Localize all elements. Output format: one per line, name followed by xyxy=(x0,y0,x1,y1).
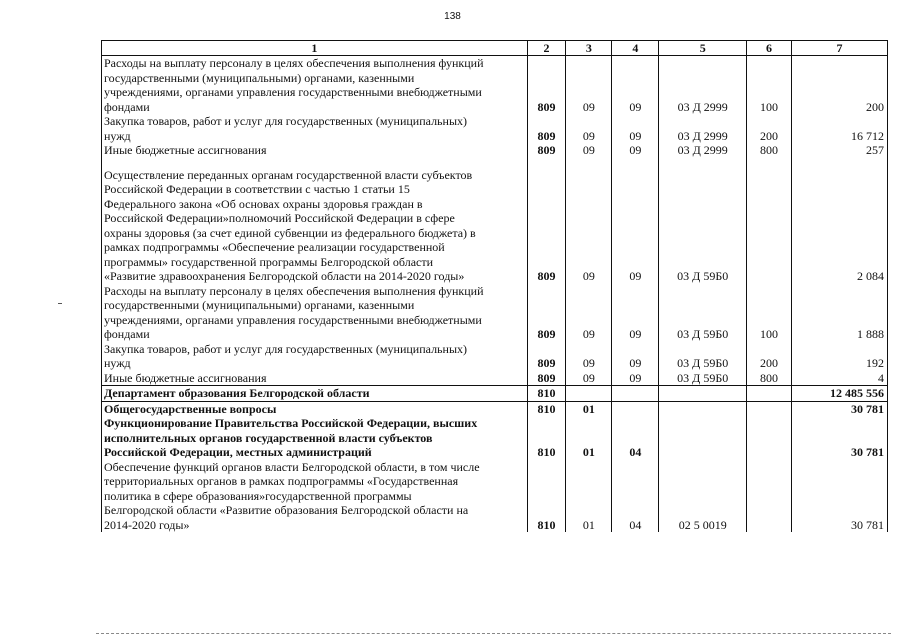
section-code: 09 xyxy=(566,168,612,284)
description-line: Российской Федерации в соответствии с частью 1 статьи 15 xyxy=(104,182,410,196)
target-item-code xyxy=(659,386,747,402)
description-line: Осуществление переданных органам государственной власти субъектов xyxy=(104,167,473,182)
description-line: Российской Федерации, местных администраций xyxy=(104,445,372,459)
amount: 200 xyxy=(792,56,888,115)
row-description xyxy=(102,284,528,342)
row-description xyxy=(102,56,528,115)
table-header-row xyxy=(102,41,888,56)
target-item-code: 03 Д 59Б0 xyxy=(659,371,747,386)
spacer-cell xyxy=(792,158,888,168)
description-line: Общегосударственные вопросы xyxy=(104,401,277,416)
table-row xyxy=(102,401,888,416)
description-line: «Развитие здравоохранения Белгородской области на 2014-2020 годы» xyxy=(104,269,465,283)
description-line: фондами xyxy=(104,327,150,341)
budget-table xyxy=(101,40,888,532)
spacer-row xyxy=(102,158,888,168)
row-description xyxy=(102,386,528,402)
amount: 2 084 xyxy=(792,168,888,284)
target-item-code: 03 Д 2999 xyxy=(659,56,747,115)
ministry-code: 809 xyxy=(527,114,566,143)
expense-type-code: 200 xyxy=(747,114,792,143)
table-row xyxy=(102,56,888,115)
subsection-code: 09 xyxy=(612,143,659,158)
table-row xyxy=(102,371,888,386)
spacer-cell xyxy=(747,158,792,168)
table-row xyxy=(102,386,888,402)
bottom-rule xyxy=(96,633,891,634)
expense-type-code xyxy=(747,401,792,416)
expense-type-code xyxy=(747,386,792,402)
description-line: Иные бюджетные ассигнования xyxy=(104,143,267,157)
header-col-3: 3 xyxy=(566,41,612,56)
expense-type-code xyxy=(747,416,792,460)
ministry-code: 810 xyxy=(527,386,566,402)
row-description xyxy=(102,416,528,460)
section-code: 09 xyxy=(566,114,612,143)
ministry-code: 809 xyxy=(527,143,566,158)
section-code: 01 xyxy=(566,416,612,460)
target-item-code xyxy=(659,416,747,460)
ministry-code: 809 xyxy=(527,56,566,115)
spacer-cell xyxy=(566,158,612,168)
subsection-code: 09 xyxy=(612,284,659,342)
amount: 4 xyxy=(792,371,888,386)
table-row xyxy=(102,168,888,284)
expense-type-code: 100 xyxy=(747,284,792,342)
row-description xyxy=(102,143,528,158)
subsection-code: 04 xyxy=(612,460,659,533)
description-line: учреждениями, органами управления государственными внебюджетными xyxy=(104,312,482,327)
amount: 16 712 xyxy=(792,114,888,143)
target-item-code: 03 Д 59Б0 xyxy=(659,284,747,342)
description-line: территориальных органов в рамках подпрограммы «Государственная xyxy=(104,474,459,488)
description-line: нужд xyxy=(104,128,131,143)
description-line: государственными (муниципальными) органами, казенными xyxy=(104,298,415,312)
spacer-cell xyxy=(659,158,747,168)
row-description xyxy=(102,114,528,143)
subsection-code: 09 xyxy=(612,168,659,284)
target-item-code: 03 Д 59Б0 xyxy=(659,342,747,371)
ministry-code: 810 xyxy=(527,401,566,416)
table-row xyxy=(102,284,888,342)
expense-type-code xyxy=(747,460,792,533)
description-line: исполнительных органов государственной власти субъектов xyxy=(104,430,433,445)
description-line: учреждениями, органами управления государственными внебюджетными xyxy=(104,85,482,99)
description-line: Российской Федерации»полномочий Российской Федерации в сфере xyxy=(104,211,455,225)
expense-type-code: 800 xyxy=(747,143,792,158)
section-code: 09 xyxy=(566,284,612,342)
subsection-code: 09 xyxy=(612,371,659,386)
table-row xyxy=(102,143,888,158)
amount: 12 485 556 xyxy=(792,386,888,402)
description-line: государственными (муниципальными) органами, казенными xyxy=(104,70,415,85)
section-code: 01 xyxy=(566,460,612,533)
description-line: 2014-2020 годы» xyxy=(104,517,190,532)
section-code: 09 xyxy=(566,143,612,158)
description-line: политика в сфере образования»государственной программы xyxy=(104,488,412,503)
description-line: Расходы на выплату персоналу в целях обеспечения выполнения функций xyxy=(104,283,484,298)
table-row xyxy=(102,416,888,460)
description-line: Закупка товаров, работ и услуг для государственных (муниципальных) xyxy=(104,341,468,356)
description-line: фондами xyxy=(104,99,150,114)
description-line: охраны здоровья (за счет единой субвенции из федерального бюджета) в xyxy=(104,225,476,240)
amount: 1 888 xyxy=(792,284,888,342)
expense-type-code: 100 xyxy=(747,56,792,115)
row-description xyxy=(102,460,528,533)
table-row xyxy=(102,114,888,143)
ministry-code: 809 xyxy=(527,168,566,284)
ministry-code: 810 xyxy=(527,416,566,460)
description-line: Функционирование Правительства Российской Федерации, высших xyxy=(104,416,478,430)
description-line: программы» государственной программы Белгородской области xyxy=(104,254,434,269)
ministry-code: 810 xyxy=(527,460,566,533)
target-item-code: 03 Д 59Б0 xyxy=(659,168,747,284)
subsection-code: 09 xyxy=(612,56,659,115)
subsection-code: 04 xyxy=(612,416,659,460)
header-col-5: 5 xyxy=(659,41,747,56)
description-line: Департамент образования Белгородской области xyxy=(104,386,370,400)
description-line: Расходы на выплату персоналу в целях обеспечения выполнения функций xyxy=(104,56,484,70)
row-description xyxy=(102,371,528,386)
subsection-code xyxy=(612,401,659,416)
header-col-4: 4 xyxy=(612,41,659,56)
amount: 257 xyxy=(792,143,888,158)
section-code xyxy=(566,386,612,402)
amount: 192 xyxy=(792,342,888,371)
spacer-cell xyxy=(102,158,528,168)
margin-mark xyxy=(58,303,62,304)
section-code: 09 xyxy=(566,371,612,386)
table-row xyxy=(102,460,888,533)
row-description xyxy=(102,168,528,284)
expense-type-code: 800 xyxy=(747,371,792,386)
description-line: рамках подпрограммы «Обеспечение реализации государственной xyxy=(104,240,445,254)
amount: 30 781 xyxy=(792,401,888,416)
description-line: Обеспечение функций органов власти Белгородской области, в том числе xyxy=(104,459,480,474)
section-code: 09 xyxy=(566,56,612,115)
subsection-code: 09 xyxy=(612,114,659,143)
row-description xyxy=(102,401,528,416)
target-item-code xyxy=(659,401,747,416)
ministry-code: 809 xyxy=(527,342,566,371)
header-col-7: 7 xyxy=(792,41,888,56)
description-line: Федерального закона «Об основах охраны здоровья граждан в xyxy=(104,196,423,211)
section-code: 01 xyxy=(566,401,612,416)
description-line: Иные бюджетные ассигнования xyxy=(104,370,267,385)
target-item-code: 03 Д 2999 xyxy=(659,143,747,158)
expense-type-code: 200 xyxy=(747,342,792,371)
page-number: 138 xyxy=(444,11,461,22)
header-col-6: 6 xyxy=(747,41,792,56)
amount: 30 781 xyxy=(792,416,888,460)
target-item-code: 03 Д 2999 xyxy=(659,114,747,143)
subsection-code xyxy=(612,386,659,402)
ministry-code: 809 xyxy=(527,284,566,342)
target-item-code: 02 5 0019 xyxy=(659,460,747,533)
spacer-cell xyxy=(527,158,566,168)
row-description xyxy=(102,342,528,371)
subsection-code: 09 xyxy=(612,342,659,371)
header-col-2: 2 xyxy=(527,41,566,56)
expense-type-code xyxy=(747,168,792,284)
table-row xyxy=(102,342,888,371)
amount: 30 781 xyxy=(792,460,888,533)
header-col-1: 1 xyxy=(102,41,528,56)
spacer-cell xyxy=(612,158,659,168)
description-line: Белгородской области «Развитие образования Белгородской области на xyxy=(104,503,469,517)
description-line: Закупка товаров, работ и услуг для государственных (муниципальных) xyxy=(104,114,468,128)
ministry-code: 809 xyxy=(527,371,566,386)
description-line: нужд xyxy=(104,356,131,370)
section-code: 09 xyxy=(566,342,612,371)
